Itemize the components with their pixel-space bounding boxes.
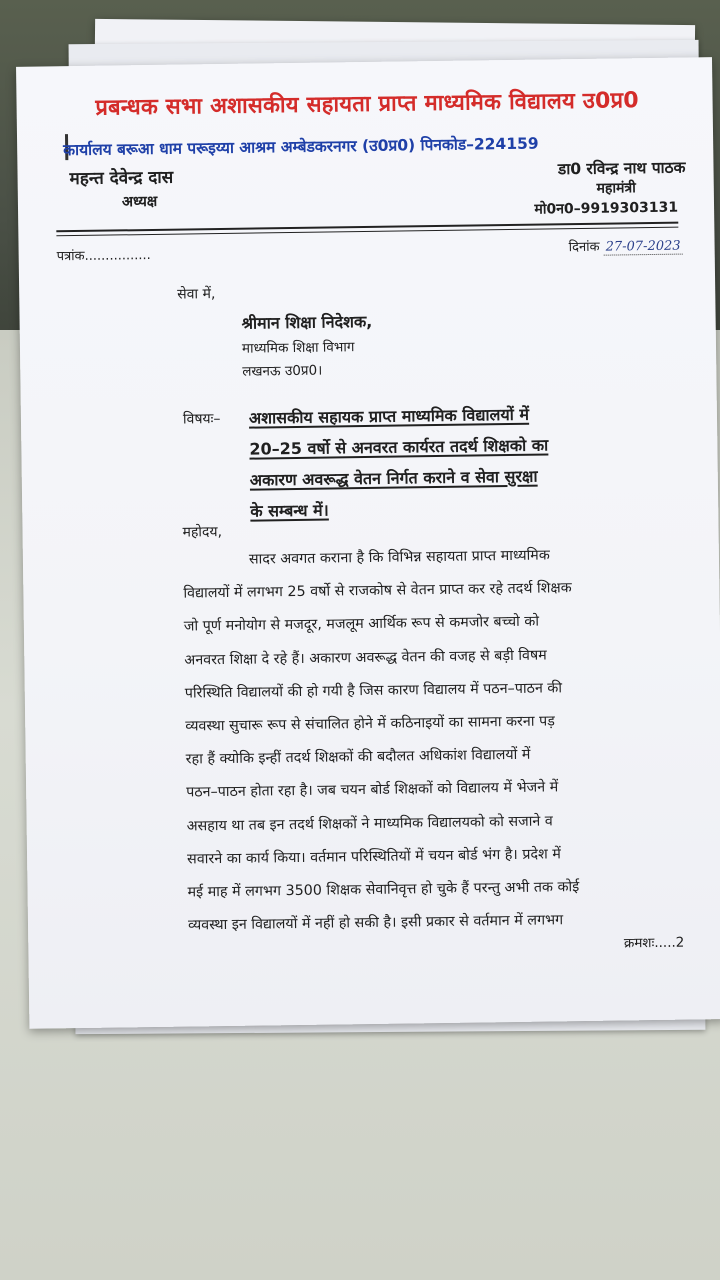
date-field [569, 236, 683, 256]
body-line: असहाय था तब इन तदर्थ शिक्षकों ने माध्यमिक विद्यालयको को सजाने व [186, 812, 553, 835]
body-line: मई माह में लगभग 3500 शिक्षक सेवानिवृत्त हो चुके हैं परन्तु अभी तक कोई [187, 878, 580, 901]
organization-title: प्रबन्धक सभा अशासकीय सहायता प्राप्त माध्यमिक विद्यालय उ0प्र0 [95, 88, 639, 121]
body-line: विद्यालयों में लगभग 25 वर्षो से राजकोष से वेतन प्राप्त कर रहे तदर्थ शिक्षक [183, 580, 572, 602]
body-line: व्यवस्था सुचारू रूप से संचालित होने में कठिनाइयों का सामना करना पड़ [185, 713, 555, 735]
mobile-number: मो0न0–9919303131 [534, 199, 679, 218]
body-line: रहा हैं क्योकि इन्हीं तदर्थ शिक्षकों की बदौलत अधिकांश विद्यालयों में [185, 746, 531, 768]
date-label: दिनांक [568, 239, 600, 256]
letter-page [16, 57, 720, 1029]
subject-label: विषयः– [182, 411, 221, 428]
recipient-name: श्रीमान शिक्षा निदेशक, [241, 311, 373, 333]
subject-line: के सम्बन्ध में। [250, 500, 329, 521]
continued-marker: क्रमशः.....2 [623, 934, 685, 952]
president-title: अध्यक्ष [121, 193, 158, 211]
office-address: कार्यालय बरूआ धाम परूइय्या आश्रम अम्बेडकरनगर (उ0प्र0) पिनकोड–224159 [63, 134, 539, 160]
subject-line: अकारण अवरूद्ध वेतन निर्गत कराने व सेवा सुरक्षा [249, 466, 538, 490]
body-line: व्यवस्था इन विद्यालयों में नहीं हो सकी है। इसी प्रकार से वर्तमान में लगभग [187, 912, 564, 934]
body-line: अनवरत शिक्षा दे रहे हैं। अकारण अवरूद्ध वेतन की वजह से बड़ी विषम [184, 647, 547, 669]
president-name: महन्त देवेन्द्र दास [69, 167, 174, 190]
body-line: सवारने का कार्य किया। वर्तमान परिस्थितियों में चयन बोर्ड भंग है। प्रदेश में [187, 846, 561, 868]
reference-number: पत्रांक................ [56, 247, 151, 265]
body-line: सादर अवगत कराना है कि विभिन्न सहायता प्राप्त माध्यमिक [248, 547, 550, 568]
letter-body [183, 538, 681, 943]
letter-salutation: महोदय, [182, 524, 223, 541]
recipient-department: माध्यमिक शिक्षा विभाग [241, 339, 355, 357]
date-handwritten: 27-07-2023 [604, 239, 683, 256]
subject-line: अशासकीय सहायक प्राप्त माध्यमिक विद्यालयों में [248, 404, 530, 428]
recipient-city: लखनऊ उ0प्र0। [242, 362, 323, 380]
body-line: पठन–पाठन होता रहा है। जब चयन बोर्ड शिक्षकों को विद्यालय में भेजने में [186, 779, 559, 801]
secretary-name: डा0 रविन्द्र नाथ पाठक [557, 158, 686, 179]
secretary-title: महामंत्री [596, 180, 636, 197]
salutation-to: सेवा में, [177, 286, 216, 303]
subject-line: 20–25 वर्षो से अनवरत कार्यरत तदर्थ शिक्षको का [249, 435, 549, 459]
body-line: परिस्थिति विद्यालयों की हो गयी है जिस कारण विद्यालय में पठन–पाठन की [184, 680, 563, 702]
body-line: जो पूर्ण मनोयोग से मजदूर, मजलूम आर्थिक रूप से कमजोर बच्चो को [183, 613, 540, 635]
subject-text [249, 397, 671, 527]
